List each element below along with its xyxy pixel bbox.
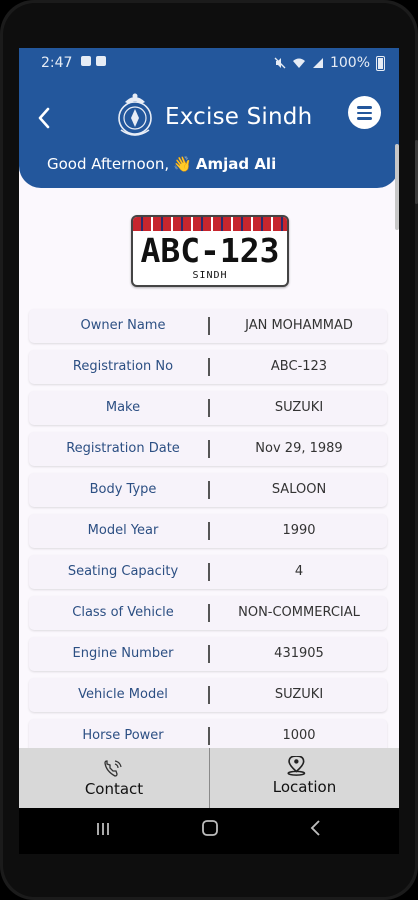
wifi-icon	[292, 57, 306, 69]
bottom-action-bar	[19, 748, 399, 808]
plate-ajrak-band	[133, 217, 287, 231]
status-right	[274, 55, 385, 71]
recents-button[interactable]	[95, 818, 111, 842]
user-name: Amjad Ali	[195, 155, 277, 173]
detail-row	[29, 309, 387, 343]
detail-value: 1000	[282, 728, 316, 743]
row-divider	[208, 645, 210, 663]
phone-icon	[19, 758, 209, 778]
detail-row	[29, 637, 387, 671]
greeting	[47, 155, 276, 173]
detail-value: SUZUKI	[274, 400, 324, 415]
signal-icon	[312, 57, 324, 69]
row-divider	[208, 399, 210, 417]
row-divider	[208, 727, 210, 745]
detail-value: 431905	[274, 646, 324, 661]
sindh-emblem-logo	[111, 90, 159, 140]
row-divider	[208, 604, 210, 622]
detail-row	[29, 473, 387, 507]
detail-label: Make	[105, 400, 141, 415]
detail-value: JAN MOHAMMAD	[245, 318, 353, 333]
row-divider	[208, 522, 210, 540]
row-divider	[208, 563, 210, 581]
detail-row	[29, 350, 387, 384]
plate-number: ABC-123	[140, 231, 280, 270]
detail-row	[29, 432, 387, 466]
row-divider	[208, 440, 210, 458]
detail-label: Body Type	[89, 482, 157, 497]
menu-button[interactable]	[348, 96, 381, 129]
home-icon	[201, 819, 219, 837]
detail-value: 4	[294, 564, 304, 579]
detail-label: Vehicle Model	[78, 687, 168, 702]
location-label: Location	[272, 778, 337, 796]
detail-label: Owner Name	[80, 318, 166, 333]
row-divider	[208, 317, 210, 335]
greeting-prefix: Good Afternoon,	[47, 155, 170, 173]
detail-label: Engine Number	[72, 646, 174, 661]
detail-label: Registration No	[72, 359, 174, 374]
app-title: Excise Sindh	[165, 104, 313, 130]
detail-row	[29, 678, 387, 712]
hamburger-icon	[357, 106, 372, 109]
detail-row	[29, 596, 387, 630]
detail-label: Class of Vehicle	[72, 605, 174, 620]
detail-label: Horse Power	[82, 728, 164, 743]
app-header	[19, 48, 399, 188]
waving-hand-icon: 👋	[173, 155, 192, 173]
system-back-button[interactable]	[309, 818, 323, 842]
battery-percent: 100%	[329, 55, 370, 71]
status-time: 2:47	[41, 55, 73, 71]
status-bar	[19, 48, 399, 78]
detail-value: NON-COMMERCIAL	[238, 605, 360, 620]
recents-icon	[95, 821, 111, 837]
contact-label: Contact	[84, 780, 144, 798]
detail-row	[29, 555, 387, 589]
detail-value: SUZUKI	[274, 687, 324, 702]
location-pin-icon	[210, 756, 383, 776]
detail-label: Model Year	[87, 523, 159, 538]
row-divider	[208, 481, 210, 499]
detail-value: Nov 29, 1989	[255, 441, 343, 456]
mute-icon	[274, 57, 286, 69]
notification-icons	[81, 56, 106, 66]
android-nav-bar	[19, 808, 399, 854]
detail-row	[29, 391, 387, 425]
hamburger-icon-line	[357, 117, 372, 120]
detail-row	[29, 514, 387, 548]
location-button[interactable]	[209, 748, 399, 808]
detail-value: ABC-123	[270, 359, 328, 374]
row-divider	[208, 686, 210, 704]
chevron-left-icon	[37, 107, 51, 129]
back-arrow-icon	[309, 819, 323, 837]
row-divider	[208, 358, 210, 376]
back-button[interactable]	[31, 102, 57, 132]
gallery-notification-icon	[96, 56, 106, 66]
battery-icon	[376, 56, 385, 71]
contact-button[interactable]	[19, 748, 209, 808]
hamburger-icon-line	[357, 112, 372, 115]
number-plate	[131, 215, 289, 287]
notification-icon	[81, 56, 91, 66]
vehicle-details-list	[29, 309, 387, 760]
detail-label: Registration Date	[66, 441, 180, 456]
app-screen	[19, 48, 399, 808]
detail-value: SALOON	[271, 482, 327, 497]
detail-value: 1990	[282, 523, 316, 538]
detail-label: Seating Capacity	[67, 564, 179, 579]
home-button[interactable]	[201, 818, 219, 842]
plate-province: SINDH	[192, 270, 228, 281]
scrollbar-thumb[interactable]	[395, 144, 399, 230]
